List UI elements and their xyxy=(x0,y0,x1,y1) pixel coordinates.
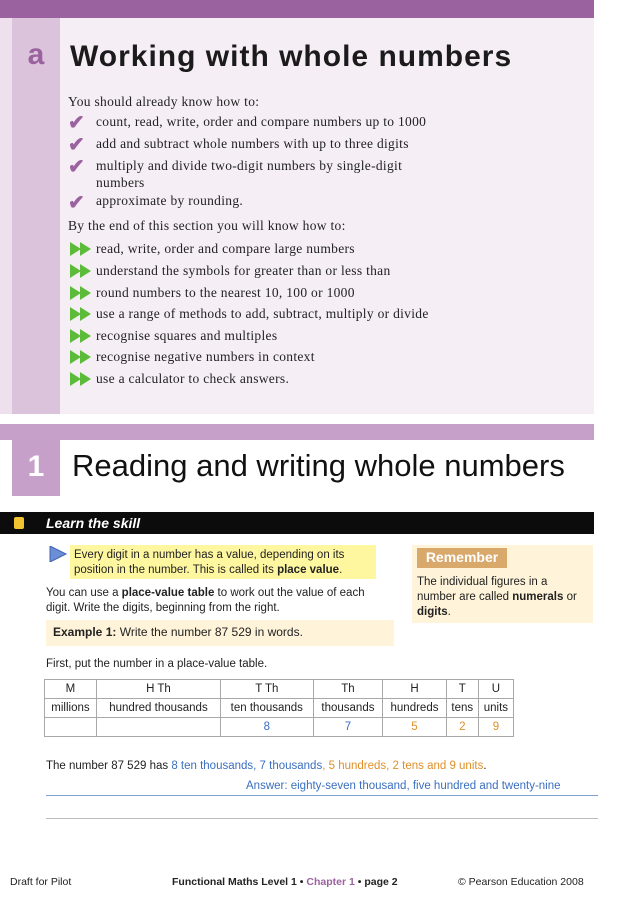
goal-item: use a range of methods to add, subtract, multiply or divide xyxy=(96,306,429,321)
footer-book-info: Functional Maths Level 1 • Chapter 1 • page 2 xyxy=(172,876,398,888)
table-header: H xyxy=(383,680,447,699)
place-value-intro: You can use a place-value table to work out the value of each digit. Write the digits, beginning from the right. xyxy=(46,587,365,614)
learn-the-skill-label: Learn the skill xyxy=(46,515,141,531)
table-cell: 5 xyxy=(383,718,447,737)
table-cell: hundreds xyxy=(383,699,447,718)
table-row xyxy=(45,718,514,737)
remember-text: The individual figures in a number are called numerals or digits. xyxy=(417,576,577,618)
goal-item: recognise negative numbers in context xyxy=(96,349,315,364)
table-cell xyxy=(96,718,220,737)
goal-item: understand the symbols for greater than or less than xyxy=(96,263,391,278)
fast-forward-icon xyxy=(70,329,92,343)
table-header: H Th xyxy=(96,680,220,699)
number-breakdown: The number 87 529 has 8 ten thousands, 7 thousands, 5 hundreds, 2 tens and 9 units. xyxy=(46,760,487,772)
fast-forward-icon xyxy=(70,307,92,321)
section-letter: a xyxy=(27,38,45,71)
prior-item-continued: numbers xyxy=(96,175,145,190)
check-icon: ✔ xyxy=(68,192,85,214)
check-icon: ✔ xyxy=(68,156,85,178)
section-1-band xyxy=(0,424,594,440)
table-header: T Th xyxy=(221,680,314,699)
table-row xyxy=(45,699,514,718)
goal-item: round numbers to the nearest 10, 100 or 1000 xyxy=(96,285,355,300)
section-title: Working with whole numbers xyxy=(70,40,513,73)
fast-forward-icon xyxy=(70,350,92,364)
table-cell: millions xyxy=(45,699,97,718)
divider xyxy=(46,818,598,819)
play-arrow-icon xyxy=(48,546,68,562)
goal-item: read, write, order and compare large numbers xyxy=(96,241,355,256)
table-cell: 2 xyxy=(446,718,478,737)
section-title: Reading and writing whole numbers xyxy=(72,448,565,483)
table-cell: units xyxy=(478,699,513,718)
prior-item: multiply and divide two-digit numbers by single-digit xyxy=(96,158,403,173)
check-icon: ✔ xyxy=(68,134,85,156)
footer-draft-label: Draft for Pilot xyxy=(10,876,72,888)
prior-item: count, read, write, order and compare numbers up to 1000 xyxy=(96,114,427,129)
answer-underline xyxy=(46,795,598,796)
table-cell: thousands xyxy=(313,699,383,718)
table-cell: 8 xyxy=(221,718,314,737)
fast-forward-icon xyxy=(70,372,92,386)
table-cell: ten thousands xyxy=(221,699,314,718)
goal-item: use a calculator to check answers. xyxy=(96,371,290,386)
table-cell: 9 xyxy=(478,718,513,737)
book-icon xyxy=(14,517,24,529)
fast-forward-icon xyxy=(70,264,92,278)
remember-title: Remember xyxy=(425,549,499,565)
table-cell xyxy=(45,718,97,737)
answer-text: Answer: eighty-seven thousand, five hundred and twenty-nine xyxy=(246,780,561,792)
prior-knowledge-intro: You should already know how to: xyxy=(68,94,260,109)
instruction-text: First, put the number in a place-value table. xyxy=(46,658,268,670)
footer-copyright: © Pearson Education 2008 xyxy=(458,876,584,888)
table-header-row xyxy=(45,680,514,699)
check-icon: ✔ xyxy=(68,112,85,134)
table-cell: hundred thousands xyxy=(96,699,220,718)
tip-text: Every digit in a number has a value, depending on its position in the number. This is called its place value. xyxy=(74,549,345,576)
place-value-table xyxy=(44,679,514,737)
fast-forward-icon xyxy=(70,286,92,300)
section-number: 1 xyxy=(27,450,45,483)
learning-goals-intro: By the end of this section you will know how to: xyxy=(68,218,346,233)
fast-forward-icon xyxy=(70,242,92,256)
prior-item: add and subtract whole numbers with up to three digits xyxy=(96,136,409,151)
table-header: U xyxy=(478,680,513,699)
prior-item: approximate by rounding. xyxy=(96,193,244,208)
goal-item: recognise squares and multiples xyxy=(96,328,278,343)
section-a-sidebar xyxy=(12,18,60,414)
example-text: Example 1: Write the number 87 529 in words. xyxy=(53,625,303,639)
table-header: Th xyxy=(313,680,383,699)
table-header: M xyxy=(45,680,97,699)
table-cell: 7 xyxy=(313,718,383,737)
table-cell: tens xyxy=(446,699,478,718)
section-a-top-bar xyxy=(0,0,594,18)
table-header: T xyxy=(446,680,478,699)
